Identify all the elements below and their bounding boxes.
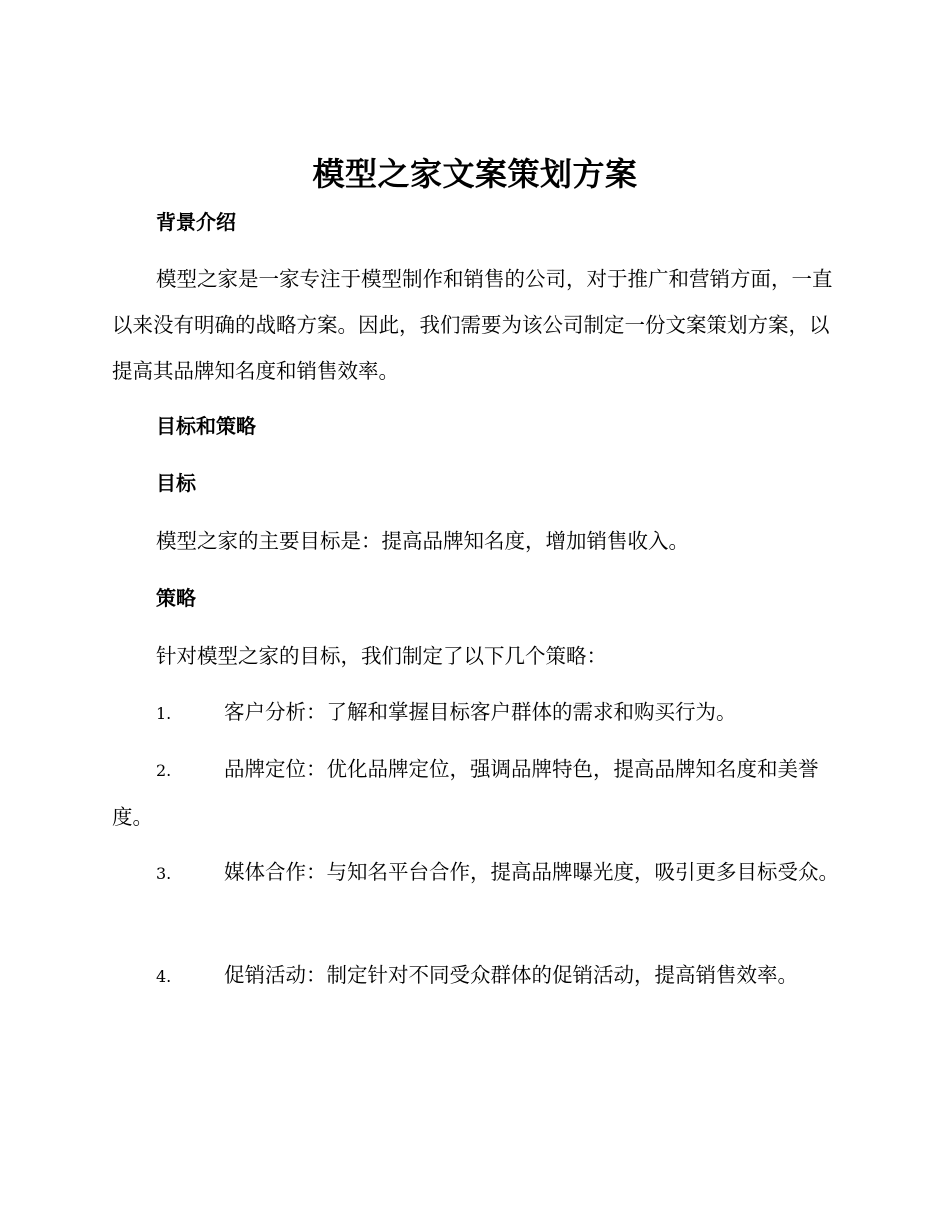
list-item bbox=[112, 689, 842, 737]
heading-goals-and-strategy: 目标和策略 bbox=[156, 414, 256, 438]
paragraph-background: 模型之家是一家专注于模型制作和销售的公司，对于推广和营销方面，一直以来没有明确的战略方案。因此，我们需要为该公司制定一份文案策划方案，以提高其品牌知名度和销售效率。 bbox=[112, 267, 833, 383]
list-item-number: 2. bbox=[156, 761, 172, 780]
paragraph-strategy-intro: 针对模型之家的目标，我们制定了以下几个策略： bbox=[156, 644, 607, 668]
list-item bbox=[112, 952, 842, 1000]
paragraph-goal: 模型之家的主要目标是：提高品牌知名度，增加销售收入。 bbox=[156, 529, 689, 553]
list-item-text: 促销活动：制定针对不同受众群体的促销活动，提高销售效率。 bbox=[224, 963, 798, 987]
list-item-text: 媒体合作：与知名平台合作，提高品牌曝光度，吸引更多目标受众。 bbox=[224, 860, 839, 884]
list-item bbox=[112, 746, 842, 840]
heading-goal: 目标 bbox=[156, 471, 196, 495]
list-item-text: 客户分析：了解和掌握目标客户群体的需求和购买行为。 bbox=[224, 700, 737, 724]
list-item-number: 4. bbox=[156, 967, 172, 986]
list-item-text: 品牌定位：优化品牌定位，强调品牌特色，提高品牌知名度和美誉度。 bbox=[112, 757, 819, 829]
heading-strategy: 策略 bbox=[156, 586, 196, 610]
list-item bbox=[112, 849, 842, 897]
list-item-number: 1. bbox=[156, 704, 172, 723]
heading-background: 背景介绍 bbox=[156, 210, 236, 234]
document-title: 模型之家文案策划方案 bbox=[312, 155, 638, 193]
list-item-number: 3. bbox=[156, 864, 172, 883]
